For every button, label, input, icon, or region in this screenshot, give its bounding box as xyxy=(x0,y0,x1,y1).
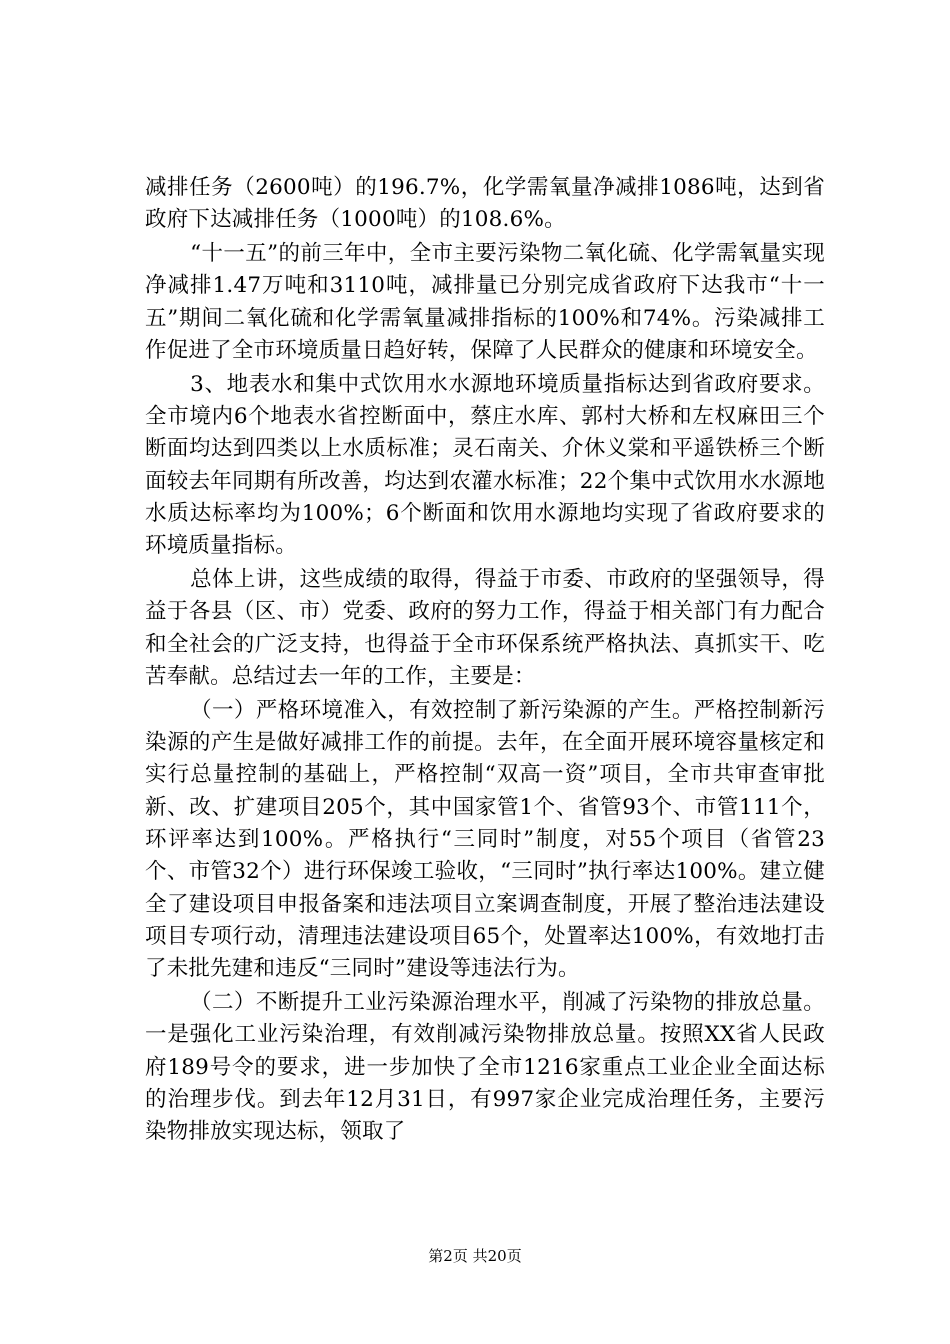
paragraph-continuation: 减排任务（2600吨）的196.7%，化学需氧量净减排1086吨，达到省政府下达减排任务（1000吨）的108.6%。 xyxy=(145,175,825,233)
paragraph-industrial-pollution: （二）不断提升工业污染源治理水平，削减了污染物的排放总量。一是强化工业污染治理，有效削减污染物排放总量。按照XX省人民政府189号令的要求，进一步加快了全市1216家重点工业企业全面达标的治理步伐。到去年12月31日，有997家企业完成治理任务，主要污染物排放实现达标，领取了 xyxy=(145,989,825,1145)
document-body xyxy=(145,172,825,1150)
paragraph-environmental-access: （一）严格环境准入，有效控制了新污染源的产生。严格控制新污染源的产生是做好减排工作的前提。去年，在全面开展环境容量核定和实行总量控制的基础上，严格控制“双高一资”项目，全市共审查审批新、改、扩建项目205个，其中国家管1个、省管93个、市管111个，环评率达到100%。严格执行“三同时”制度，对55个项目（省管23个、市管32个）进行环保竣工验收，“三同时”执行率达100%。建立健全了建设项目申报备案和违法项目立案调查制度，开展了整治违法建设项目专项行动，清理违法建设项目65个，处置率达100%，有效地打击了未批先建和违反“三同时”建设等违法行为。 xyxy=(145,697,825,982)
paragraph-surface-water: 3、地表水和集中式饮用水水源地环境质量指标达到省政府要求。全市境内6个地表水省控断面中，蔡庄水库、郭村大桥和左权麻田三个断面均达到四类以上水质标准；灵石南关、介休义棠和平遥铁桥三个断面较去年同期有所改善，均达到农灌水标准；22个集中式饮用水水源地水质达标率均为100%；6个断面和饮用水源地均实现了省政府要求的环境质量指标。 xyxy=(145,371,825,559)
page-footer: 第2页 共20页 xyxy=(428,1247,522,1265)
paragraph-summary: 总体上讲，这些成绩的取得，得益于市委、市政府的坚强领导，得益于各县（区、市）党委、政府的努力工作，得益于相关部门有力配合和全社会的广泛支持，也得益于全市环保系统严格执法、真抓实干、吃苦奉献。总结过去一年的工作，主要是： xyxy=(145,567,825,689)
paragraph-eleventh-five-year: “十一五”的前三年中，全市主要污染物二氧化硫、化学需氧量实现净减排1.47万吨和3110吨，减排量已分别完成省政府下达我市“十一五”期间二氧化硫和化学需氧量减排指标的100%和74%。污染减排工作促进了全市环境质量日趋好转，保障了人民群众的健康和环境安全。 xyxy=(145,241,825,363)
